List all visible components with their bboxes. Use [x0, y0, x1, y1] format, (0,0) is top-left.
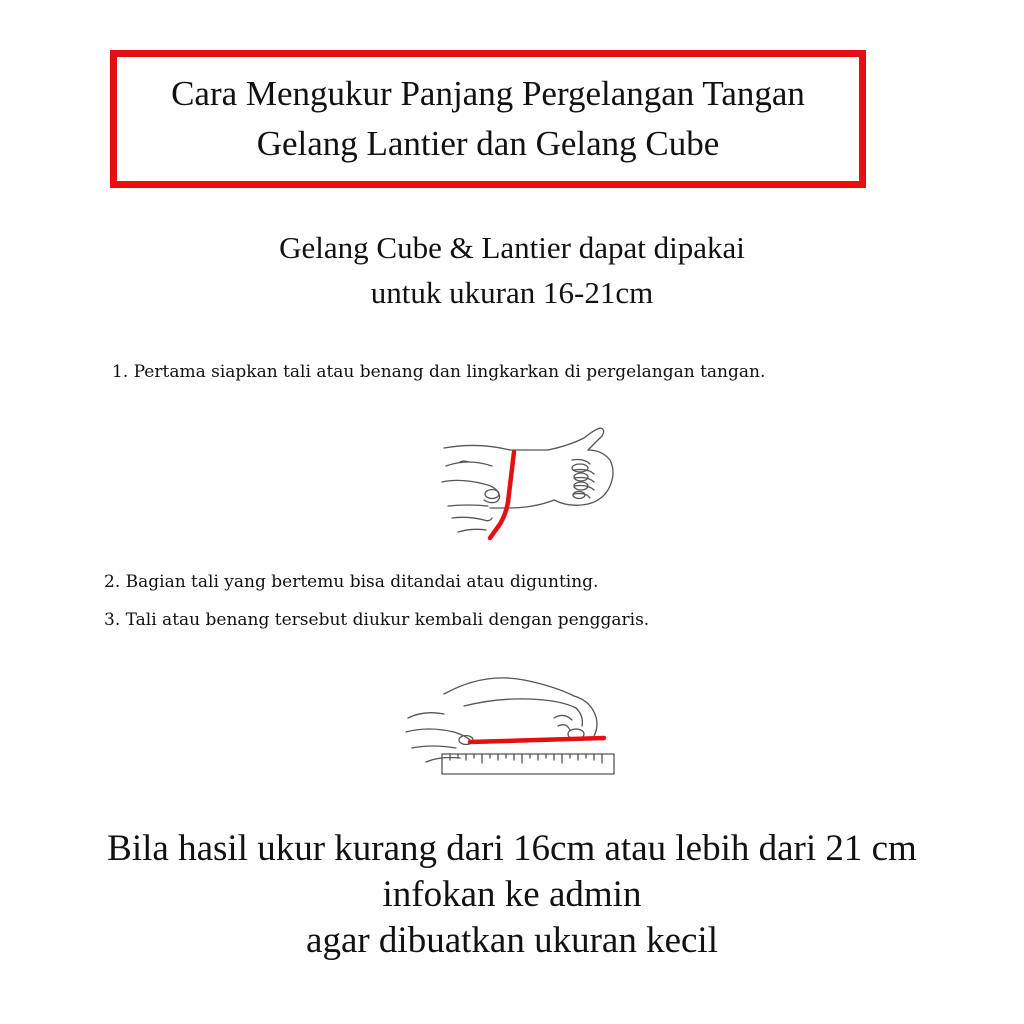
footer-line-2: infokan ke admin	[382, 874, 642, 915]
title-box	[110, 50, 866, 188]
footer-note	[0, 826, 1024, 964]
subtitle-line-1: Gelang Cube & Lantier dapat dipakai	[279, 230, 745, 265]
step-3-text: 3. Tali atau benang tersebut diukur kembali dengan penggaris.	[104, 610, 650, 630]
wrist-with-string-icon	[438, 420, 620, 542]
subtitle-line-2: untuk ukuran 16-21cm	[370, 275, 654, 310]
footer-line-3: agar dibuatkan ukuran kecil	[306, 920, 718, 961]
step-1-text: 1. Pertama siapkan tali atau benang dan lingkarkan di pergelangan tangan.	[112, 362, 766, 382]
title-line-2: Gelang Lantier dan Gelang Cube	[256, 124, 720, 163]
step-2-text: 2. Bagian tali yang bertemu bisa ditandai atau digunting.	[104, 572, 599, 592]
size-subtitle	[0, 225, 1024, 315]
footer-line-1: Bila hasil ukur kurang dari 16cm atau lebih dari 21 cm	[107, 828, 917, 869]
title-line-1: Cara Mengukur Panjang Pergelangan Tangan	[171, 74, 805, 113]
string-on-ruler-icon	[404, 660, 620, 784]
